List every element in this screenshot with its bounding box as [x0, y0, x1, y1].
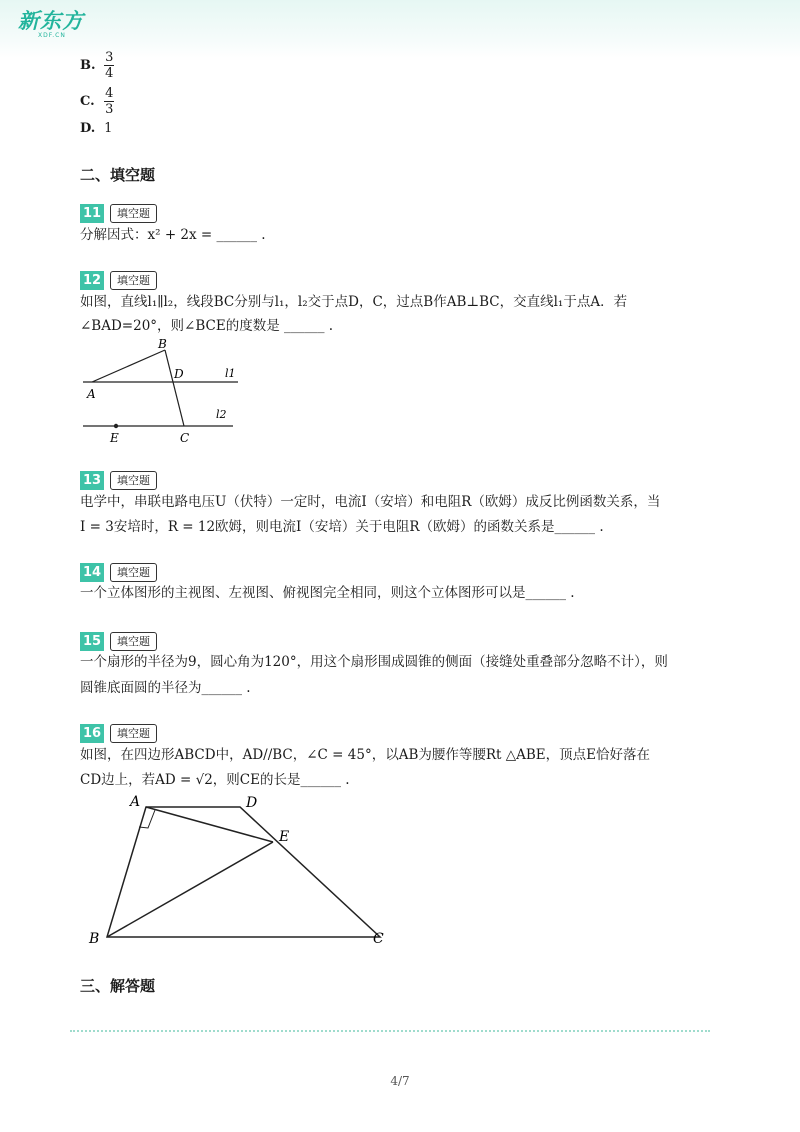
page-number: 4/7 — [390, 1074, 410, 1088]
fraction — [104, 86, 114, 117]
label-l2: l2 — [216, 408, 227, 421]
question-text: 分解因式：x² + 2x = ______ . — [80, 227, 266, 243]
question-text-line: I = 3安培时，R = 12欧姆，则电流I（安培）关于电阻R（欧姆）的函数关系是______ . — [80, 519, 604, 535]
question-text-line: 电学中，串联电路电压U（伏特）一定时，电流I（安培）和电阻R（欧姆）成反比例函数关系，当 — [80, 494, 661, 510]
fraction-numerator: 4 — [105, 86, 114, 101]
label-b: B — [158, 337, 167, 351]
figure-parallel-lines — [78, 332, 248, 448]
header-band — [0, 0, 800, 58]
logo-text: 新东方 — [18, 9, 84, 33]
label-d: D — [246, 795, 258, 811]
label-a: A — [130, 794, 141, 810]
question-number: 11 — [80, 204, 104, 223]
option-value: 1 — [104, 121, 113, 136]
question-number: 14 — [80, 563, 104, 582]
question-header — [80, 203, 157, 223]
label-b: B — [89, 931, 100, 947]
fraction — [104, 50, 114, 81]
question-header — [80, 723, 157, 743]
option-letter: D. — [80, 121, 96, 136]
question-type-tag: 填空题 — [110, 563, 157, 582]
question-text-line: CD边上，若AD = √2，则CE的长是______ . — [80, 772, 350, 788]
option-letter: C. — [80, 94, 95, 109]
fraction-denominator: 3 — [105, 102, 114, 117]
logo-subtext: XDF.CN — [38, 32, 66, 39]
fraction-denominator: 4 — [105, 66, 114, 81]
question-text-line: 圆锥底面圆的半径为______ . — [80, 680, 251, 696]
label-c: C — [373, 931, 384, 947]
question-header — [80, 562, 157, 582]
label-a: A — [87, 387, 96, 401]
option-letter: B. — [80, 58, 96, 73]
label-e: E — [279, 829, 290, 845]
question-header — [80, 631, 157, 651]
option-c — [80, 86, 114, 117]
question-number: 13 — [80, 471, 104, 490]
question-header — [80, 270, 157, 290]
label-d: D — [174, 367, 184, 381]
question-text-line: 如图，在四边形ABCD中，AD//BC，∠C = 45°，以AB为腰作等腰Rt △ABE，顶点E恰好落在 — [80, 747, 651, 763]
question-number: 16 — [80, 724, 104, 743]
question-number: 15 — [80, 632, 104, 651]
question-type-tag: 填空题 — [110, 271, 157, 290]
footer-divider — [70, 1030, 710, 1032]
question-type-tag: 填空题 — [110, 471, 157, 490]
section-title-fill-blank: 二、填空题 — [80, 166, 156, 184]
fraction-numerator: 3 — [105, 50, 114, 65]
question-text: 一个立体图形的主视图、左视图、俯视图完全相同，则这个立体图形可以是______ . — [80, 585, 575, 601]
figure-quadrilateral — [80, 790, 400, 950]
question-type-tag: 填空题 — [110, 724, 157, 743]
option-b — [80, 50, 114, 81]
question-number: 12 — [80, 271, 104, 290]
question-text-line: 如图，直线l₁∥l₂，线段BC分别与l₁，l₂交于点D，C，过点B作AB⊥BC，交直线l₁于点A．若 — [80, 294, 628, 310]
brand-logo — [18, 10, 84, 39]
question-header — [80, 470, 157, 490]
question-type-tag: 填空题 — [110, 204, 157, 223]
label-l1: l1 — [225, 367, 236, 380]
question-text-line: ∠BAD=20°，则∠BCE的度数是 ______ . — [80, 318, 334, 334]
label-e: E — [110, 431, 119, 445]
question-type-tag: 填空题 — [110, 632, 157, 651]
section-title-answer: 三、解答题 — [80, 977, 156, 995]
label-c: C — [180, 431, 190, 445]
question-text-line: 一个扇形的半径为9，圆心角为120°，用这个扇形围成圆锥的侧面（接缝处重叠部分忽略不计），则 — [80, 654, 668, 670]
option-d — [80, 121, 112, 136]
